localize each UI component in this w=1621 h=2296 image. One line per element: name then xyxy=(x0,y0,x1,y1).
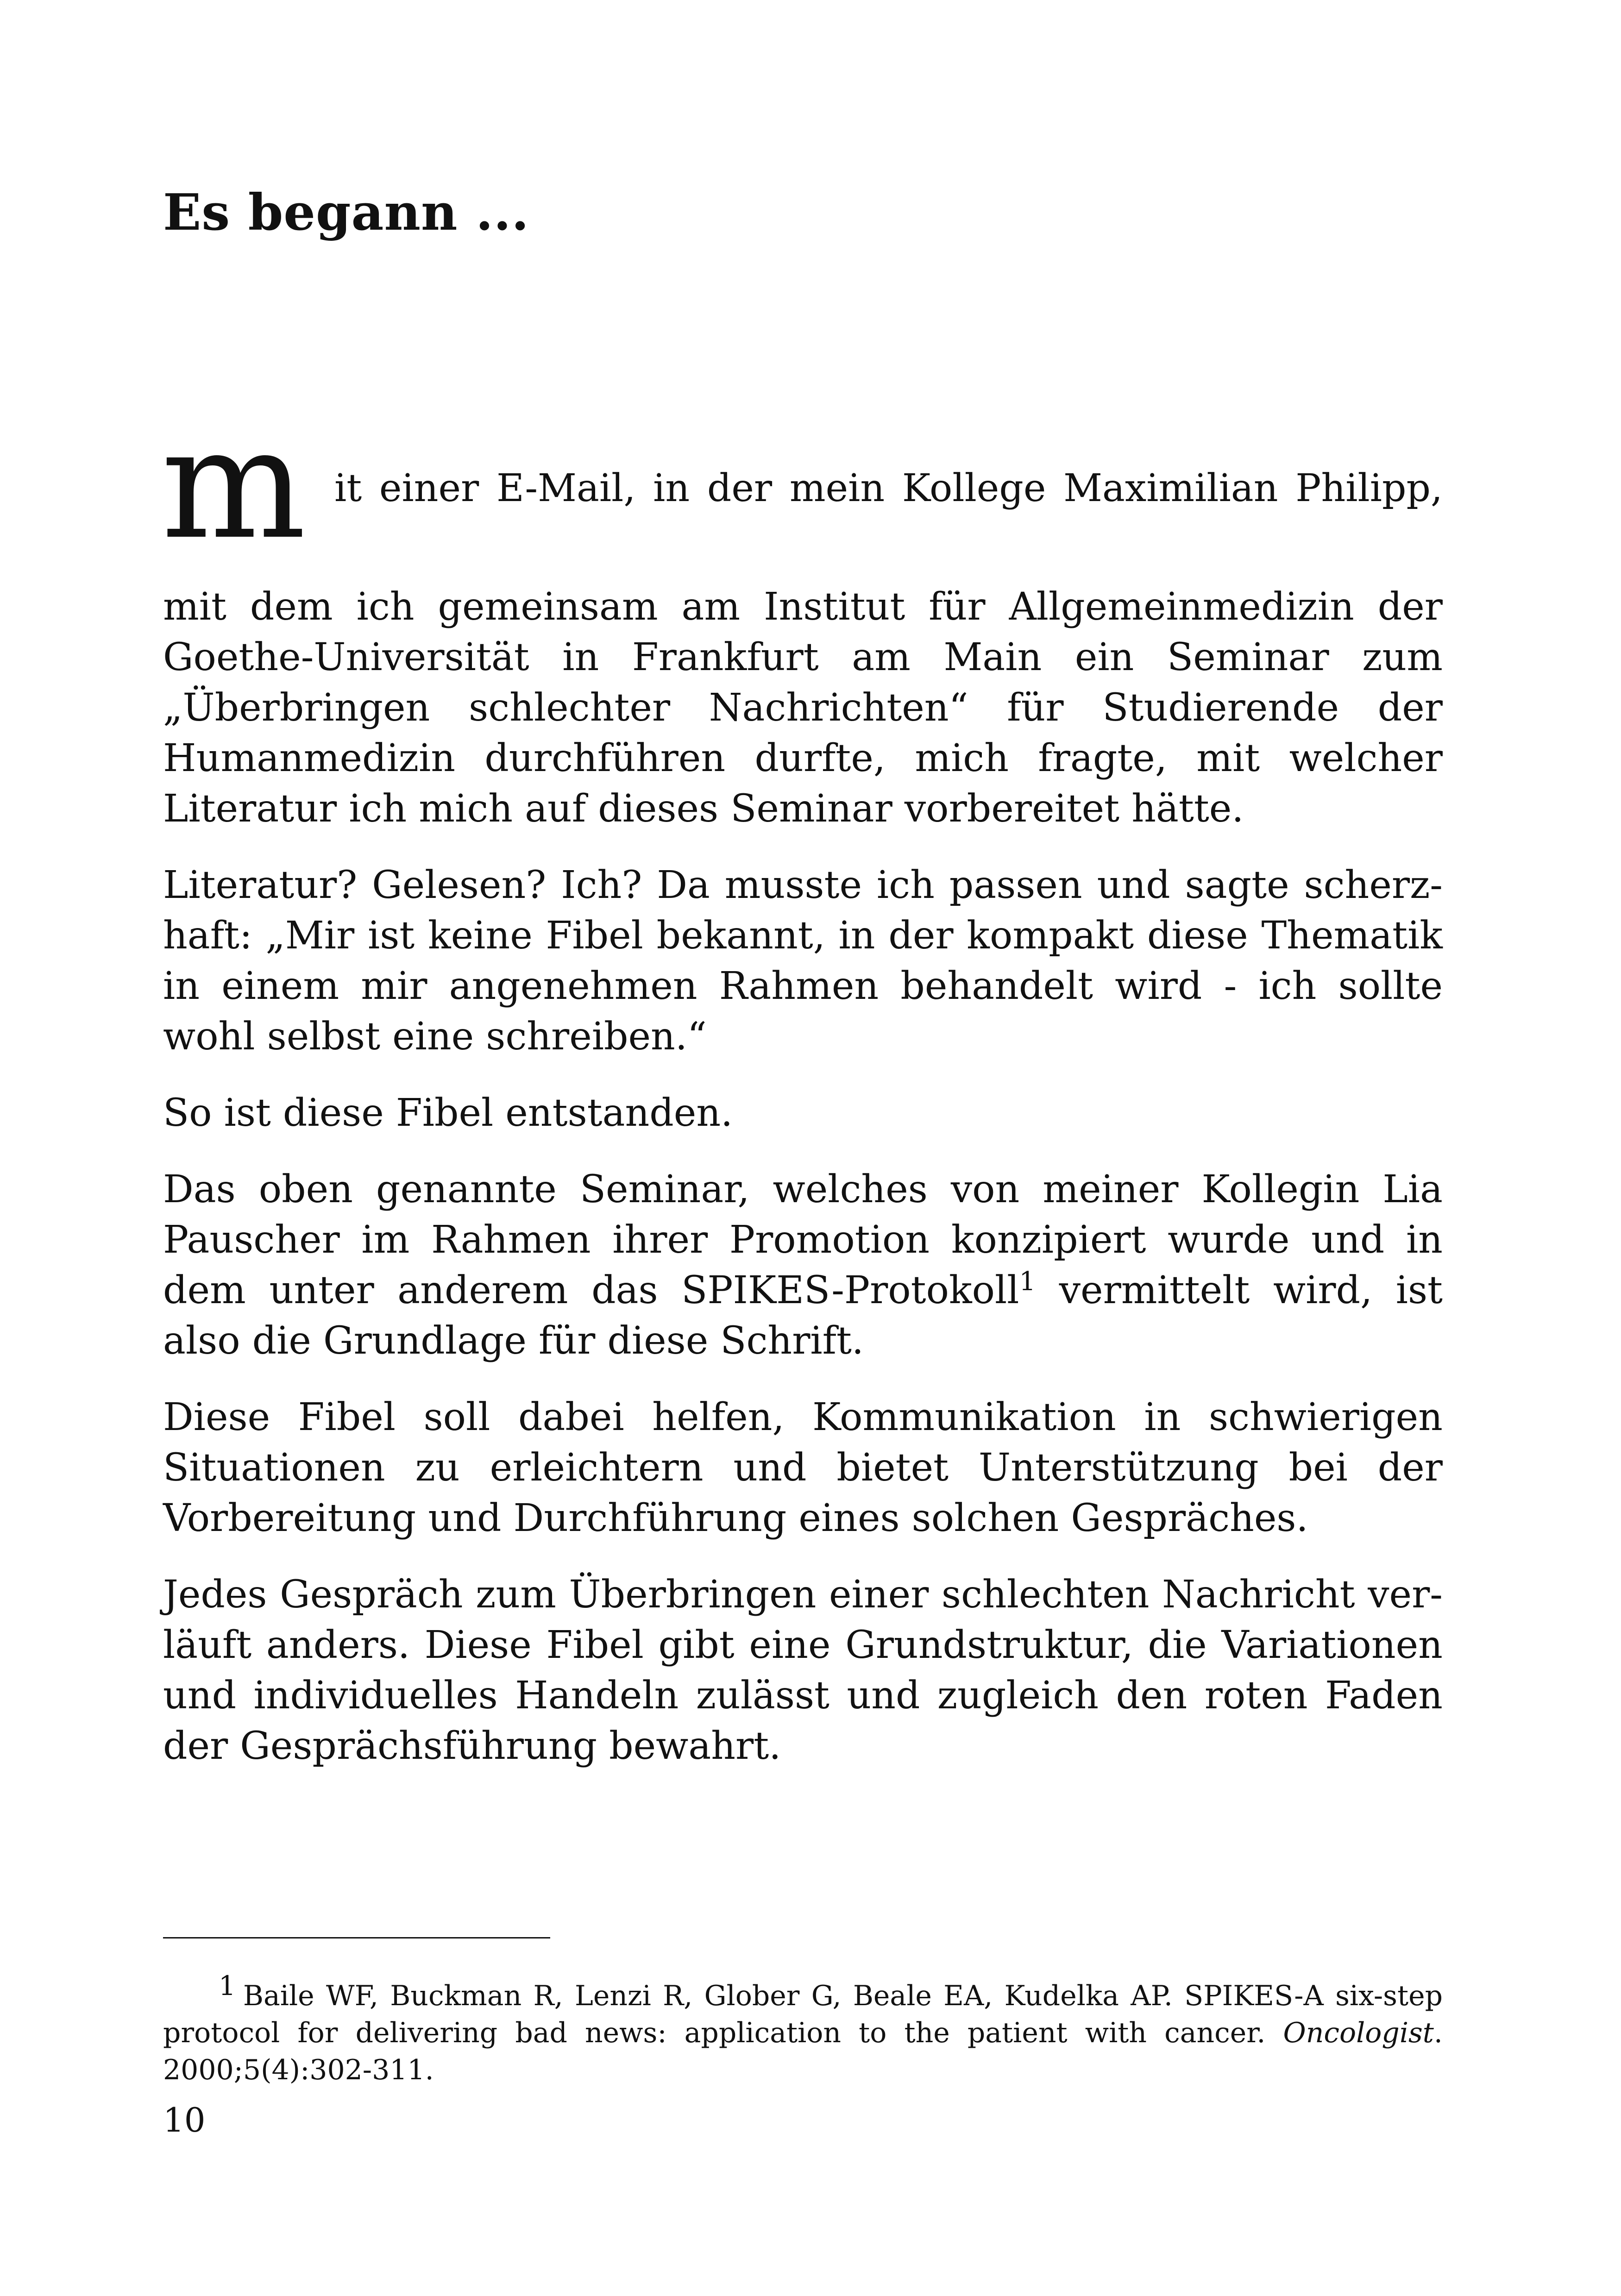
chapter-heading: Es begann ... xyxy=(163,183,529,242)
page-number: 10 xyxy=(163,2101,206,2139)
footnote-reference[interactable]: 1 xyxy=(1019,1267,1036,1297)
first-line-text: it einer E-Mail, in der mein Kollege Maximilian Philipp, xyxy=(334,466,1443,510)
paragraph-4 xyxy=(163,1164,1443,1366)
footnote xyxy=(163,1970,1443,2089)
footnote-number: 1 xyxy=(219,1970,236,2001)
footnote-journal: Oncologist xyxy=(1283,2017,1434,2049)
paragraph-3: So ist diese Fibel entstanden. xyxy=(163,1091,733,1135)
paragraph-5: Diese Fibel soll dabei helfen, Kommunikation in schwierigen Situationen zu erleichtern und bietet Unterstützung bei der Vorbereitung und Durchführung eines solchen Gespräches. xyxy=(163,1395,1443,1540)
paragraph-4-text-before-ref: Das oben genannte Seminar, welches von meiner Kollegin Lia Pauscher im Rahmen ihrer Promotion konzipiert wurde und in dem unter anderem das SPIKES-Protokoll xyxy=(163,1167,1443,1312)
paragraph-1: mit dem ich gemeinsam am Institut für Allgemeinmedizin der Goethe-Universität in Frankfurt am Main ein Seminar zum „Überbringen schlechter Nachrichten“ für Studierende der Humanmedizin durchführen durfte, mich fragte, mit welcher Literatur ich mich auf dieses Seminar vorbereitet hätte. xyxy=(163,585,1443,831)
footnote-citation: Baile WF, Buckman R, Lenzi R, Glober G, Beale EA, Kudelka AP. SPIKES-A six-step protocol for delivering bad news: application to the patient with cancer. xyxy=(163,1980,1443,2049)
footnote-separator xyxy=(163,1937,550,1938)
drop-cap-letter: m xyxy=(161,395,302,573)
paragraph-6: Jedes Gespräch zum Überbringen einer schlechten Nachricht verläuft anders. Diese Fibel gibt eine Grundstruktur, die Variationen und individuelles Handeln zulässt und zugleich den roten Faden der Gesprächsführung bewahrt. xyxy=(163,1573,1443,1768)
footnote-citation-end: . 2000;5(4):302-311. xyxy=(163,2017,1443,2086)
paragraph-4-text-after-ref: vermittelt wird, ist also die Grundlage für diese Schrift. xyxy=(163,1268,1443,1363)
body-text xyxy=(163,582,1443,1797)
paragraph-2: Literatur? Gelesen? Ich? Da musste ich passen und sagte scherzhaft: „Mir ist keine Fibel bekannt, in der kompakt diese Thematik in einem mir angenehmen Rahmen behandelt wird - ich sollte wohl selbst eine schreiben.“ xyxy=(163,863,1443,1059)
